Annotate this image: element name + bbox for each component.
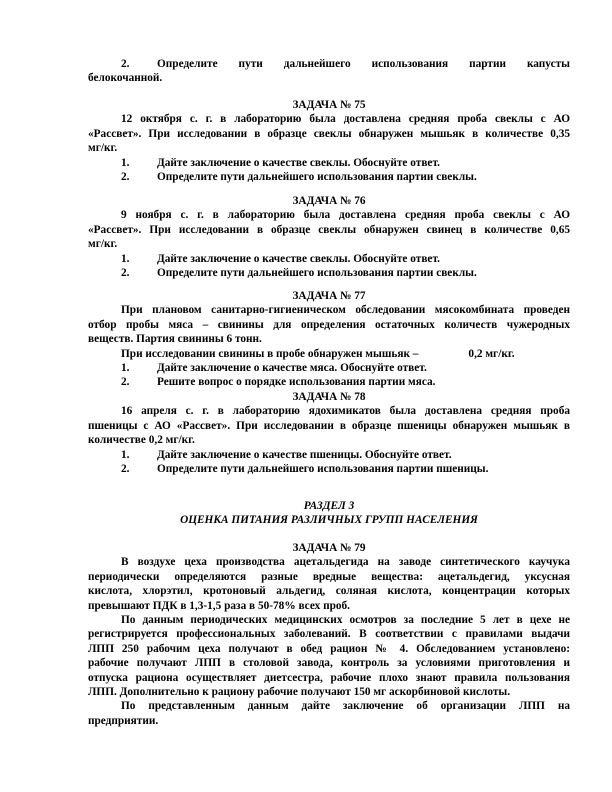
task-77 (88, 289, 570, 390)
item-text: Определите пути дальнейшего использования партии свеклы. (157, 170, 477, 183)
paragraph-line: отпуска рациона осуществляет диетсестра, рабочие плохо знают правила пользования (88, 671, 570, 684)
item-text: Решите вопрос о порядке использования партии мяса. (157, 376, 436, 389)
item-text: Определите пути дальнейшего использования партии свеклы. (157, 266, 477, 279)
section-label: РАЗДЕЛ 3 (303, 500, 355, 512)
paragraph-line: превышают ПДК в 1,3-1,5 раза в 50-78% всех проб. (88, 599, 351, 612)
list-item (88, 375, 570, 389)
section-3-header (88, 499, 570, 528)
task-76 (88, 194, 570, 280)
paragraph-line: «Рассвет». При исследовании в образце свеклы обнаружен мышьяк в количестве 0,35 (88, 127, 570, 140)
item-number: 1. (121, 156, 130, 169)
task-75 (88, 98, 570, 184)
item-number: 2. (121, 58, 130, 70)
list-item (88, 266, 570, 280)
paragraph-line: ЛПП. Дополнительно к рациону рабочие получают 150 мг аскорбиновой кислоты. (88, 685, 511, 698)
item-number: 2. (121, 170, 130, 183)
list-item (88, 448, 570, 462)
finding-value: 0,2 мг/кг. (468, 347, 515, 360)
paragraph-line: предприятии. (88, 714, 159, 727)
paragraph-line: мг/кг. (88, 238, 118, 251)
paragraph-line: 12 октября с. г. в лабораторию была доставлена средняя проба свеклы с АО (121, 113, 570, 126)
item-number: 2. (121, 266, 130, 279)
item-number: 2. (121, 462, 130, 475)
item-number: 2. (121, 376, 130, 389)
top-item-line-2: белокочанной. (88, 72, 163, 85)
paragraph-line: По представленным данным дайте заключение об организации ЛПП на (121, 700, 570, 713)
paragraph-line (88, 347, 570, 361)
paragraph-line: отбор пробы мяса – свинины для определения остаточных количеств чужеродных (88, 318, 570, 331)
paragraph-line: ЛПП 250 рабочим цеха получают в обед рацион № 4. Обследованием установлено: (88, 642, 570, 655)
paragraph-line: периодически определяются разные вредные вещества: ацетальдегид, уксусная (88, 570, 570, 583)
item-text: Определите пути дальнейшего использования партии пшеницы. (157, 462, 489, 475)
paragraph-line: кислота, хлорэтил, кротоновый альдегид, соляная кислота, концентрации которых (88, 585, 570, 598)
paragraph-line: 16 апреля с. г. в лабораторию ядохимикатов была доставлена средняя проба (121, 405, 570, 418)
paragraph-line: количестве 0,2 мг/кг. (88, 434, 195, 447)
task-title: ЗАДАЧА № 76 (292, 195, 366, 207)
paragraph-line: В воздухе цеха производства ацетальдегида на заводе синтетического каучука (121, 556, 570, 569)
task-title: ЗАДАЧА № 75 (292, 99, 366, 111)
paragraph-line: По данным периодических медицинских осмотров за последние 5 лет в цехе не (121, 613, 570, 626)
task-title: ЗАДАЧА № 78 (292, 391, 366, 403)
item-text: Дайте заключение о качестве мяса. Обоснуйте ответ. (157, 361, 427, 374)
paragraph-line: «Рассвет». При исследовании в образце свеклы обнаружен свинец в количестве 0,65 (88, 223, 570, 236)
finding-text: При исследовании свинины в пробе обнаружен мышьяк – (121, 347, 419, 360)
item-text: Определите пути дальнейшего использования партии капусты (157, 58, 570, 70)
item-number: 1. (121, 448, 130, 461)
list-item (88, 156, 570, 170)
item-text: Дайте заключение о качестве пшеницы. Обоснуйте ответ. (157, 448, 452, 461)
task-title: ЗАДАЧА № 79 (292, 542, 366, 554)
item-number: 1. (121, 361, 130, 374)
paragraph-line: веществ. Партия свинины 6 тонн. (88, 333, 262, 346)
item-text: Дайте заключение о качестве свеклы. Обоснуйте ответ. (157, 252, 440, 265)
section-title: ОЦЕНКА ПИТАНИЯ РАЗЛИЧНЫХ ГРУПП НАСЕЛЕНИЯ (180, 514, 478, 527)
paragraph-line: регистрируется профессиональных заболеваний. В соответствии с правилами выдачи (88, 628, 570, 641)
list-item (88, 361, 570, 375)
paragraph-line: рабочие получают ЛПП в столовой завода, контроль за условиями приготовления и (88, 657, 570, 670)
item-text: Дайте заключение о качестве свеклы. Обоснуйте ответ. (157, 156, 440, 169)
task-79 (88, 541, 570, 728)
item-number: 1. (121, 252, 130, 265)
list-item (88, 252, 570, 266)
top-item (88, 57, 570, 86)
list-item (88, 462, 570, 476)
paragraph-line: При плановом санитарно-гигиеническом обследовании мясокомбината проведен (121, 304, 570, 317)
task-title: ЗАДАЧА № 77 (292, 290, 366, 302)
paragraph-line: мг/кг. (88, 142, 118, 155)
paragraph-line: 9 ноября с. г. в лабораторию была доставлена средняя проба свеклы с АО (121, 209, 570, 222)
task-78 (88, 390, 570, 476)
top-item-line-1 (88, 57, 570, 71)
paragraph-line: пшеницы с АО «Рассвет». При исследовании в образце пшеницы обнаружен мышьяк в (88, 419, 570, 432)
list-item (88, 170, 570, 184)
